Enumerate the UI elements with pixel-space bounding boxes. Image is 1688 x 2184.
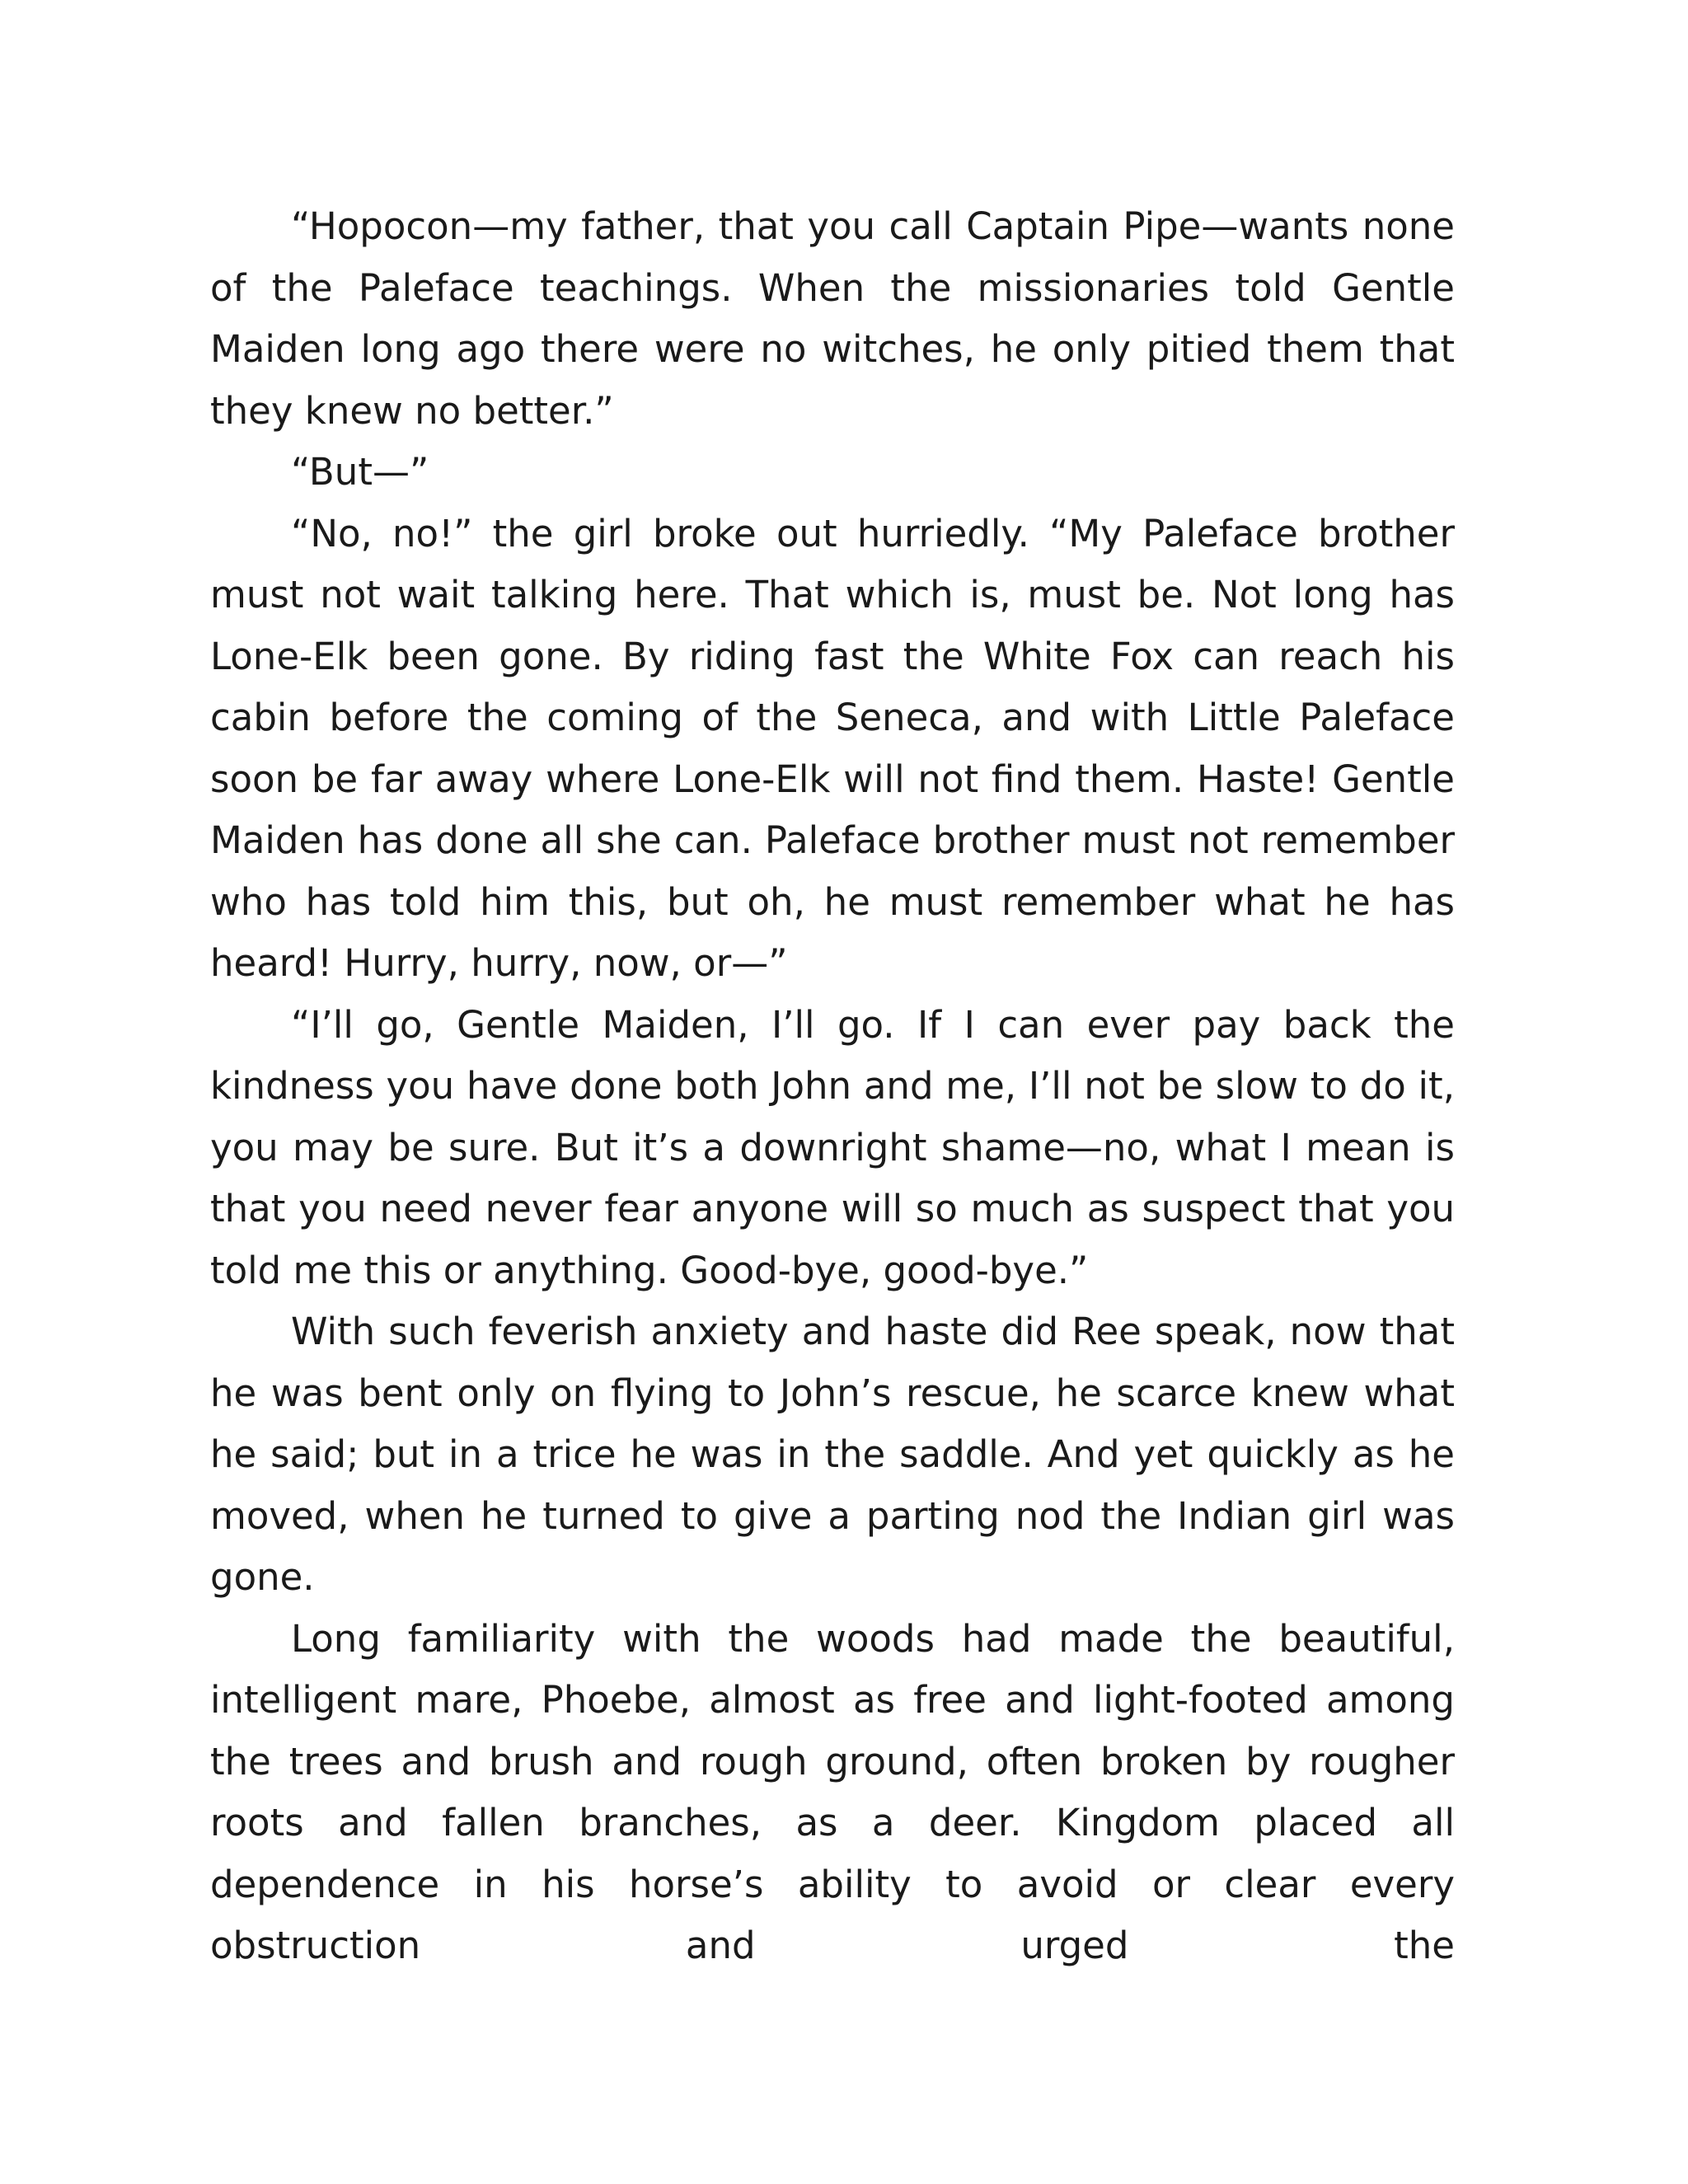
paragraph-6: Long familiarity with the woods had made the beautiful, intelligent mare, Phoebe, almost as free and light-footed among the trees and brush and rough ground, often broken by rougher roots and fallen branches, as a deer. Kingdom placed all dependence in his horse’s ability to avoid or clear every obstruction and urged the <box>210 1616 1455 1967</box>
page-body-text <box>210 196 1455 1977</box>
paragraph-3: “No, no!” the girl broke out hurriedly. “My Paleface brother must not wait talking here. That which is, must be. Not long has Lone-Elk been gone. By riding fast the White Fox can reach his cabin before the coming of the Seneca, and with Little Paleface soon be far away where Lone-Elk will not find them. Haste! Gentle Maiden has done all she can. Paleface brother must not remember who has told him this, but oh, he must remember what he has heard! Hurry, hurry, now, or—” <box>210 511 1455 985</box>
paragraph-5: With such feverish anxiety and haste did Ree speak, now that he was bent only on flying to John’s rescue, he scarce knew what he said; but in a trice he was in the saddle. And yet quickly as he moved, when he turned to give a parting nod the Indian girl was gone. <box>210 1310 1455 1599</box>
paragraph-4: “I’ll go, Gentle Maiden, I’ll go. If I can ever pay back the kindness you have done both John and me, I’ll not be slow to do it, you may be sure. But it’s a downright shame—no, what I mean is that you need never fear anyone will so much as suspect that you told me this or anything. Good-bye, good-bye.” <box>210 1002 1455 1292</box>
paragraph-1: “Hopocon—my father, that you call Captain Pipe—wants none of the Paleface teachings. When the missionaries told Gentle Maiden long ago there were no witches, he only pitied them that they knew no better.” <box>210 204 1455 433</box>
paragraph-2: “But—” <box>291 450 429 494</box>
